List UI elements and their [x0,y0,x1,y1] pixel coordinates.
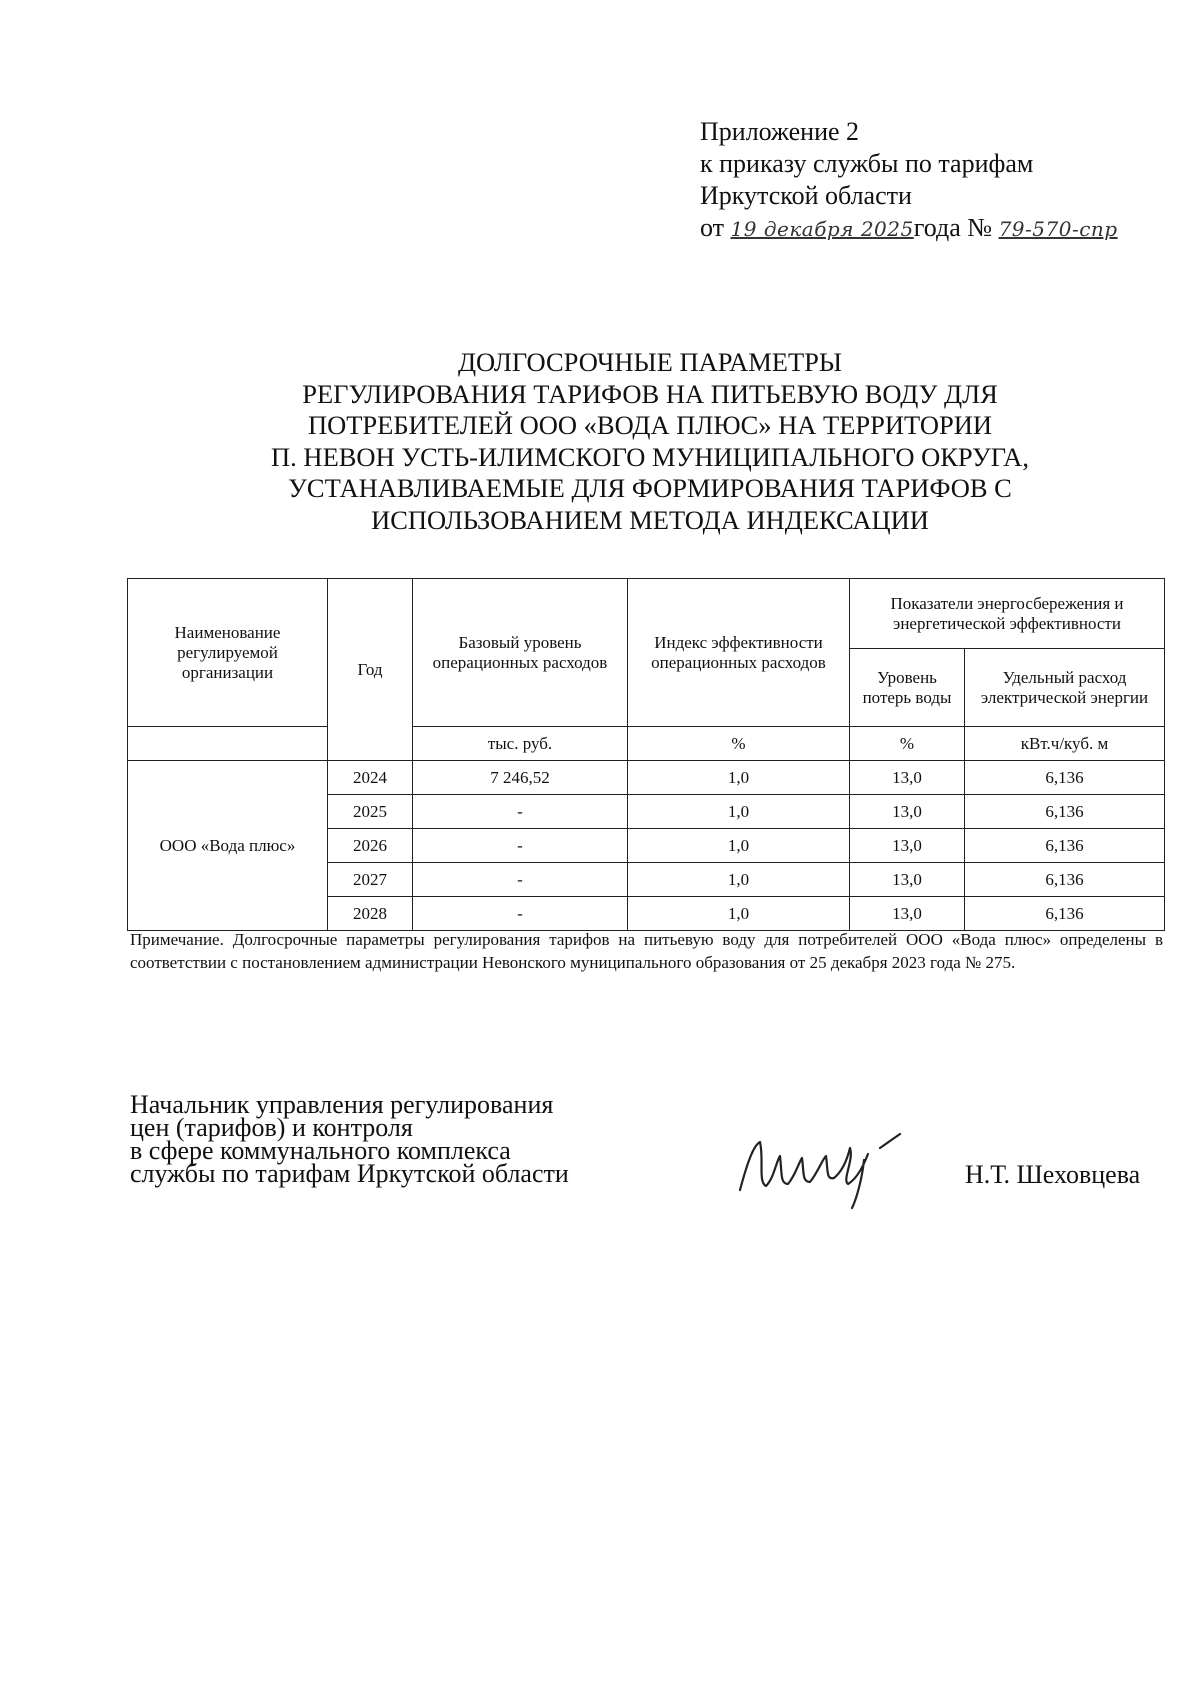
header-energy-indicators: Показатели энергосбережения и энергетической эффективности [850,579,1165,649]
header-base-level: Базовый уровень операционных расходов [413,579,628,727]
document-title [230,347,1070,536]
cell-electric: 6,136 [965,761,1165,795]
cell-base: - [413,863,628,897]
cell-electric: 6,136 [965,795,1165,829]
cell-index: 1,0 [628,897,850,931]
appendix-header [700,116,1118,245]
title-line: ДОЛГОСРОЧНЫЕ ПАРАМЕТРЫ [457,347,843,377]
signer-title-line: Начальник управления регулирования [130,1090,554,1119]
cell-base: - [413,795,628,829]
cell-year: 2025 [328,795,413,829]
signer-title [130,1090,569,1188]
appendix-region: Иркутской области [700,181,912,210]
header-electric-consumption: Удельный расход электрической энергии [965,649,1165,727]
cell-electric: 6,136 [965,897,1165,931]
cell-base: 7 246,52 [413,761,628,795]
cell-index: 1,0 [628,829,850,863]
cell-base: - [413,829,628,863]
cell-year: 2026 [328,829,413,863]
organization-name: ООО «Вода плюс» [128,761,328,931]
title-line: РЕГУЛИРОВАНИЯ ТАРИФОВ НА ПИТЬЕВУЮ ВОДУ ДЛЯ [302,378,998,409]
header-year: Год [328,579,413,761]
header-organization: Наименование регулируемой организации [128,579,328,727]
table-note: Примечание. Долгосрочные параметры регулирования тарифов на питьевую воду для потребителей ООО «Вода плюс» определены в соответствии с постановлением администрации Невонского муниципального образования от 25 декабря 2023 года № 275. [130,930,1163,972]
cell-year: 2027 [328,863,413,897]
title-line: ПОТРЕБИТЕЛЕЙ ООО «ВОДА ПЛЮС» НА ТЕРРИТОРИИ [307,410,993,440]
parameters-table [127,578,1165,931]
cell-losses: 13,0 [850,795,965,829]
appendix-number: Приложение 2 [700,117,860,146]
handwritten-date: 19 декабря 2025 [730,217,914,241]
cell-losses: 13,0 [850,863,965,897]
cell-losses: 13,0 [850,897,965,931]
handwritten-order-number: 79-570-спр [998,217,1118,241]
cell-losses: 13,0 [850,829,965,863]
cell-electric: 6,136 [965,863,1165,897]
table-row [128,761,1165,795]
appendix-order-ref: к приказу службы по тарифам [700,149,1034,178]
unit-electric: кВт.ч/куб. м [965,727,1165,761]
header-efficiency-index: Индекс эффективности операционных расходов [628,579,850,727]
unit-index: % [628,727,850,761]
cell-year: 2024 [328,761,413,795]
appendix-date-line [700,212,1118,245]
signer-title-line: службы по тарифам Иркутской области [130,1159,569,1188]
signer-title-line: в сфере коммунального комплекса [130,1136,511,1165]
appendix-year-word: года № [913,213,993,242]
unit-blank [128,727,328,761]
cell-index: 1,0 [628,795,850,829]
cell-year: 2028 [328,897,413,931]
signer-name: Н.Т. Шеховцева [965,1160,1141,1189]
appendix-from: от [700,213,725,242]
handwritten-signature [730,1120,930,1210]
title-line: УСТАНАВЛИВАЕМЫЕ ДЛЯ ФОРМИРОВАНИЯ ТАРИФОВ С [288,473,1012,503]
title-line: ИСПОЛЬЗОВАНИЕМ МЕТОДА ИНДЕКСАЦИИ [371,504,929,535]
cell-electric: 6,136 [965,829,1165,863]
unit-losses: % [850,727,965,761]
cell-index: 1,0 [628,761,850,795]
header-water-losses: Уровень потерь воды [850,649,965,727]
cell-index: 1,0 [628,863,850,897]
title-line: П. НЕВОН УСТЬ-ИЛИМСКОГО МУНИЦИПАЛЬНОГО ОКРУГА, [271,441,1029,472]
cell-base: - [413,897,628,931]
unit-base: тыс. руб. [413,727,628,761]
signer-title-line: цен (тарифов) и контроля [130,1113,413,1142]
cell-losses: 13,0 [850,761,965,795]
